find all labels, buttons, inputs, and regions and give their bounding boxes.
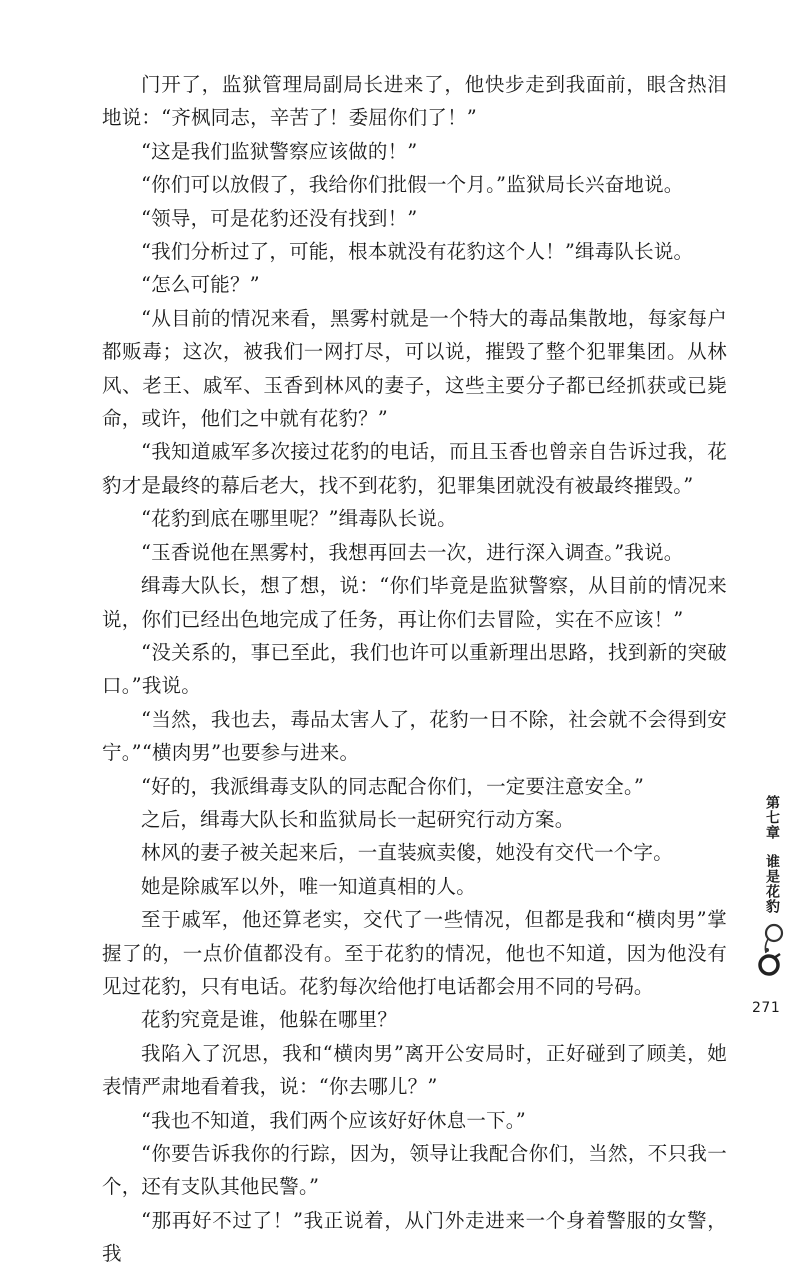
paragraph: “你要告诉我你的行踪，因为，领导让我配合你们，当然，不只我一个，还有支队其他民警。”: [102, 1142, 727, 1199]
paragraph: “我知道戚军多次接过花豹的电话，而且玉香也曾亲自告诉过我，花豹才是最终的幕后老大，找不到花豹，犯罪集团就没有被最终摧毁。”: [102, 440, 727, 497]
paragraph: “我们分析过了，可能，根本就没有花豹这个人！”缉毒队长说。: [141, 240, 694, 264]
page-body: [102, 68, 727, 1271]
paragraph: 门开了，监狱管理局副局长进来了，他快步走到我面前，眼含热泪地说：“齐枫同志，辛苦了！委屈你们了！”: [102, 73, 727, 130]
chapter-side-tab: [756, 795, 788, 982]
paragraph: “领导，可是花豹还没有找到！”: [141, 206, 418, 230]
paragraph: “那再好不过了！”我正说着，从门外走进来一个身着警服的女警，我: [102, 1208, 727, 1266]
paragraph: “当然，我也去，毒品太害人了，花豹一日不除，社会就不会得到安宁。”“横肉男”也要参与进来。: [102, 707, 727, 765]
paragraph: “这是我们监狱警察应该做的！”: [141, 139, 418, 163]
paragraph: “你们可以放假了，我给你们批假一个月。”监狱局长兴奋地说。: [141, 173, 684, 197]
paragraph: “好的，我派缉毒支队的同志配合你们，一定要注意安全。”: [141, 774, 645, 798]
paragraph: “没关系的，事已至此，我们也许可以重新理出思路，找到新的突破口。”我说。: [102, 640, 727, 698]
paragraph: 我陷入了沉思，我和“横肉男”离开公安局时，正好碰到了顾美，她表情严肃地看着我，说：“你去哪儿？”: [102, 1041, 727, 1099]
paragraph: 她是除戚军以外，唯一知道真相的人。: [141, 874, 476, 898]
paragraph: “怎么可能？”: [141, 273, 260, 297]
paragraph: “玉香说他在黑雾村，我想再回去一次，进行深入调查。”我说。: [141, 540, 684, 564]
paragraph: 缉毒大队长，想了想，说：“你们毕竟是监狱警察，从目前的情况来说，你们已经出色地完成了任务，再让你们去冒险，实在不应该！”: [102, 574, 727, 631]
paragraph: 之后，缉毒大队长和监狱局长一起研究行动方案。: [141, 807, 575, 831]
chapter-number: 第七章: [764, 795, 780, 840]
paragraph: “花豹到底在哪里呢？”缉毒队长说。: [141, 507, 457, 531]
handcuffs-icon: [757, 920, 787, 982]
paragraph: “我也不知道，我们两个应该好好休息一下。”: [141, 1108, 526, 1132]
page-number: 271: [752, 1000, 781, 1016]
paragraph: 至于戚军，他还算老实，交代了一些情况，但都是我和“横肉男”掌握了的，一点价值都没有。至于花豹的情况，他也不知道，因为他没有见过花豹，只有电话。花豹每次给他打电话都会用不同的号码。: [102, 908, 727, 998]
paragraph: 花豹究竟是谁，他躲在哪里？: [141, 1008, 398, 1032]
paragraph: 林风的妻子被关起来后，一直装疯卖傻，她没有交代一个字。: [141, 841, 673, 865]
chapter-title: 谁是花豹: [764, 854, 780, 914]
paragraph: “从目前的情况来看，黑雾村就是一个特大的毒品集散地，每家每户都贩毒；这次，被我们一网打尽，可以说，摧毁了整个犯罪集团。从林风、老王、戚军、玉香到林风的妻子，这些主要分子都已经抓获或已毙命，或许，他们之中就有花豹？”: [102, 306, 727, 431]
